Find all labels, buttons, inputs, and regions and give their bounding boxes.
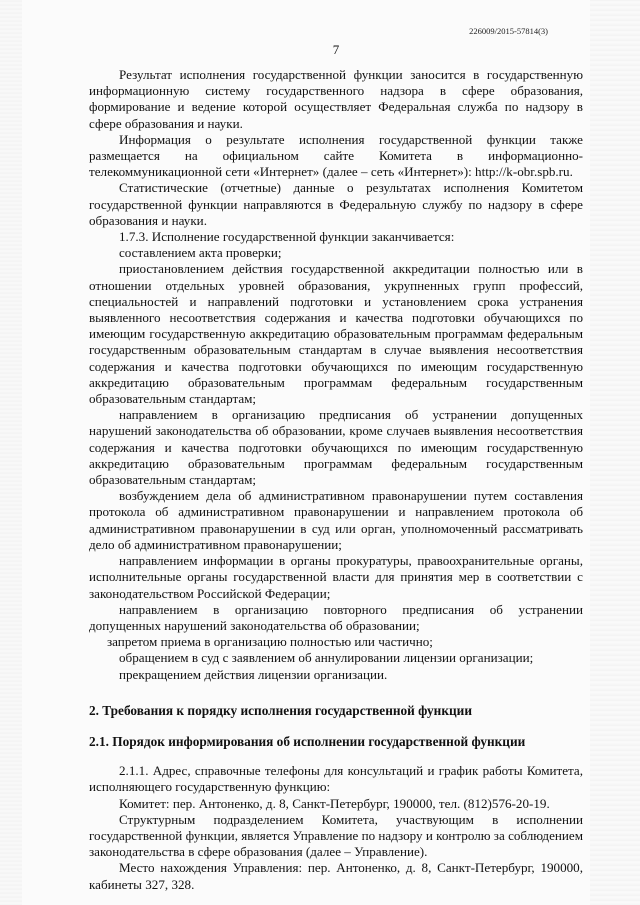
list-item-repeated-prescription: направлением в организацию повторного предписания об устранении допущенных нарушений законодательства об образовании;: [89, 601, 583, 633]
paragraph-department: Структурным подразделением Комитета, участвующим в исполнении государственной функции, является Управление по надзору и контролю за соблюдением законодательства в сфере образования (далее – Управление).: [89, 811, 583, 860]
paragraph-committee-address: Комитет: пер. Антоненко, д. 8, Санкт-Петербург, 190000, тел. (812)576-20-19.: [119, 795, 550, 811]
page-number: 7: [332, 42, 340, 57]
list-item-information-forwarding: направлением информации в органы прокуратуры, правоохранительные органы, исполнительные органы государственной власти для принятия мер в соответствии с законодательством Российской Федерации;: [89, 553, 583, 601]
section-2-1-heading: 2.1. Порядок информирования об исполнении государственной функции: [89, 733, 526, 749]
list-item-accreditation-suspension: приостановлением действия государственной аккредитации полностью или в отношении отдельных уровней образования, укрупненных групп профессий, специальностей и направлений подготовки и установлением срока устранения выявленного несоответствия содержания и качества подготовки обучающихся по имеющим государственную аккредитацию образовательным программам федеральным государственным образовательным стандартам в случае выявления несоответствия содержания и качества подготовки обучающихся по имеющим государственную аккредитацию образовательным программам федеральным государственным образовательным стандартам;: [89, 261, 583, 407]
scan-edge-right: [590, 0, 640, 905]
paragraph-address-intro: 2.1.1. Адрес, справочные телефоны для консультаций и график работы Комитета, исполняющего государственную функцию:: [89, 763, 583, 795]
document-body: [89, 67, 583, 893]
paragraph-result-recording: Результат исполнения государственной функции заносится в государственную информационную систему государственного надзора в сфере образования, формирование и ведение которой осуществляет Федеральная служба по надзору в сфере образования и науки.: [89, 67, 583, 131]
paragraph-department-location: Место нахождения Управления: пер. Антоненко, д. 8, Санкт-Петербург, 190000, кабинеты 327, 328.: [89, 860, 583, 892]
document-number: 226009/2015-57814(3): [469, 26, 548, 36]
list-item-admission-ban: запретом приема в организацию полностью или частично;: [107, 634, 433, 650]
list-item-administrative-case: возбуждением дела об административном правонарушении путем составления протокола об административном правонарушении и направлением протокола об административном правонарушении в суд или орган, уполномоченный рассматривать дело об административном правонарушении;: [89, 488, 583, 552]
paragraph-result-publication: Информация о результате исполнения государственной функции также размещается на официальном сайте Комитета в информационно-телекоммуникационной сети «Интернет» (далее – сеть «Интернет»): http://k-obr.spb.ru.: [89, 131, 583, 180]
list-item-license-termination: прекращением действия лицензии организации.: [119, 666, 388, 682]
section-2-heading: 2. Требования к порядку исполнения государственной функции: [89, 702, 472, 718]
list-item-court-appeal: обращением в суд с заявлением об аннулировании лицензии организации;: [119, 650, 534, 666]
paragraph-statistics: Статистические (отчетные) данные о результатах исполнения Комитетом государственной функции направляются в Федеральную службу по надзору в сфере образования и науки.: [89, 180, 583, 228]
scan-edge-left: [0, 0, 22, 905]
list-item-inspection-act: составлением акта проверки;: [119, 245, 282, 261]
paragraph-completion-intro: 1.7.3. Исполнение государственной функции заканчивается:: [119, 229, 455, 245]
list-item-prescription: направлением в организацию предписания об устранении допущенных нарушений законодательства об образовании, кроме случаев выявления несоответствия содержания и качества подготовки обучающихся по имеющим государственную аккредитацию образовательным программам федеральным государственным образовательным стандартам;: [89, 407, 583, 488]
